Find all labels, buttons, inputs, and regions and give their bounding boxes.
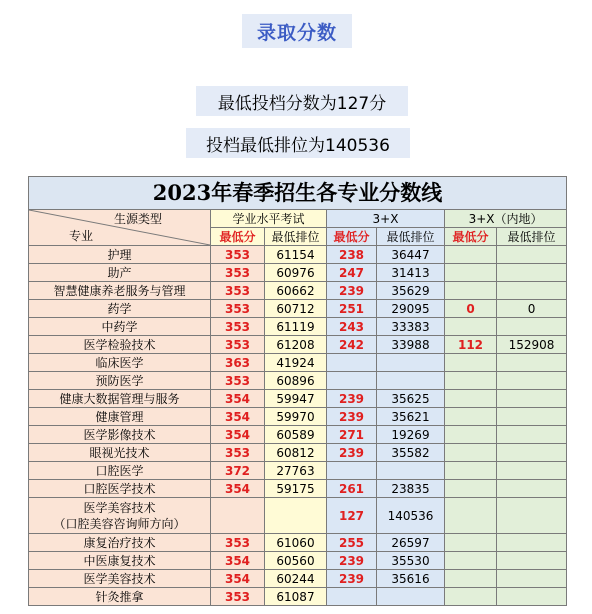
b-rank-cell bbox=[377, 588, 445, 606]
major-name: 临床医学 bbox=[29, 354, 211, 372]
major-name: 药学 bbox=[29, 300, 211, 318]
a-score-cell: 354 bbox=[211, 480, 265, 498]
b-score-cell: 271 bbox=[327, 426, 377, 444]
a-score-cell: 353 bbox=[211, 372, 265, 390]
section-badge: 录取分数 bbox=[242, 14, 352, 48]
c-score-cell bbox=[445, 282, 497, 300]
a-score-cell: 353 bbox=[211, 444, 265, 462]
major-name: 康复治疗技术 bbox=[29, 534, 211, 552]
corner-header bbox=[29, 210, 211, 246]
c-score-cell bbox=[445, 354, 497, 372]
major-name: 健康大数据管理与服务 bbox=[29, 390, 211, 408]
a-rank-cell: 60976 bbox=[265, 264, 327, 282]
a-rank-cell: 60712 bbox=[265, 300, 327, 318]
b-rank-cell: 35629 bbox=[377, 282, 445, 300]
a-rank-cell: 60244 bbox=[265, 570, 327, 588]
a-score-cell: 354 bbox=[211, 408, 265, 426]
c-rank-cell bbox=[497, 264, 567, 282]
c-score-cell bbox=[445, 462, 497, 480]
major-name: 医学美容技术 bbox=[29, 570, 211, 588]
a-score-cell: 353 bbox=[211, 246, 265, 264]
a-score-cell: 353 bbox=[211, 588, 265, 606]
c-score-cell bbox=[445, 480, 497, 498]
b-score-cell bbox=[327, 372, 377, 390]
sub-header: 最低分 bbox=[327, 228, 377, 246]
b-rank-cell: 19269 bbox=[377, 426, 445, 444]
c-score-cell bbox=[445, 534, 497, 552]
a-score-cell: 353 bbox=[211, 264, 265, 282]
b-rank-cell bbox=[377, 462, 445, 480]
c-rank-cell bbox=[497, 570, 567, 588]
a-score-cell: 353 bbox=[211, 534, 265, 552]
b-score-cell bbox=[327, 354, 377, 372]
b-score-cell: 239 bbox=[327, 552, 377, 570]
table-row bbox=[29, 534, 567, 552]
table-row bbox=[29, 300, 567, 318]
c-score-cell bbox=[445, 552, 497, 570]
b-score-cell: 239 bbox=[327, 570, 377, 588]
table-row bbox=[29, 408, 567, 426]
a-rank-cell: 59175 bbox=[265, 480, 327, 498]
table-title: 2023年春季招生各专业分数线 bbox=[29, 177, 567, 210]
c-score-cell bbox=[445, 426, 497, 444]
table-row bbox=[29, 570, 567, 588]
c-rank-cell bbox=[497, 246, 567, 264]
c-rank-cell bbox=[497, 408, 567, 426]
a-rank-cell: 59970 bbox=[265, 408, 327, 426]
c-rank-cell bbox=[497, 534, 567, 552]
table-row bbox=[29, 372, 567, 390]
a-rank-cell: 61208 bbox=[265, 336, 327, 354]
major-name: 预防医学 bbox=[29, 372, 211, 390]
table-row bbox=[29, 498, 567, 534]
min-rank-line: 投档最低排位为140536 bbox=[186, 128, 410, 158]
c-score-cell bbox=[445, 246, 497, 264]
c-score-cell bbox=[445, 390, 497, 408]
b-score-cell: 255 bbox=[327, 534, 377, 552]
a-score-cell: 372 bbox=[211, 462, 265, 480]
b-rank-cell: 35530 bbox=[377, 552, 445, 570]
c-rank-cell bbox=[497, 282, 567, 300]
c-rank-cell bbox=[497, 426, 567, 444]
b-score-cell: 239 bbox=[327, 408, 377, 426]
b-rank-cell bbox=[377, 372, 445, 390]
sub-header: 最低分 bbox=[445, 228, 497, 246]
b-rank-cell: 33988 bbox=[377, 336, 445, 354]
group-header-a: 学业水平考试 bbox=[211, 210, 327, 228]
b-score-cell: 242 bbox=[327, 336, 377, 354]
sub-header: 最低排位 bbox=[497, 228, 567, 246]
b-score-cell: 238 bbox=[327, 246, 377, 264]
a-score-cell: 353 bbox=[211, 318, 265, 336]
table-row bbox=[29, 246, 567, 264]
group-header-b: 3+X bbox=[327, 210, 445, 228]
major-name: 眼视光技术 bbox=[29, 444, 211, 462]
table-row bbox=[29, 336, 567, 354]
b-score-cell: 243 bbox=[327, 318, 377, 336]
c-rank-cell bbox=[497, 498, 567, 534]
b-score-cell: 127 bbox=[327, 498, 377, 534]
c-rank-cell bbox=[497, 480, 567, 498]
b-rank-cell: 140536 bbox=[377, 498, 445, 534]
a-rank-cell: 60560 bbox=[265, 552, 327, 570]
c-score-cell: 112 bbox=[445, 336, 497, 354]
a-score-cell bbox=[211, 498, 265, 534]
corner-bottom-label: 专业 bbox=[69, 229, 94, 243]
major-name: 中医康复技术 bbox=[29, 552, 211, 570]
a-score-cell: 354 bbox=[211, 426, 265, 444]
sub-header: 最低分 bbox=[211, 228, 265, 246]
a-rank-cell: 59947 bbox=[265, 390, 327, 408]
b-rank-cell: 35616 bbox=[377, 570, 445, 588]
c-score-cell bbox=[445, 372, 497, 390]
b-score-cell: 239 bbox=[327, 444, 377, 462]
min-score-line: 最低投档分数为127分 bbox=[196, 86, 408, 116]
c-rank-cell: 0 bbox=[497, 300, 567, 318]
c-rank-cell bbox=[497, 444, 567, 462]
a-score-cell: 354 bbox=[211, 552, 265, 570]
b-rank-cell bbox=[377, 354, 445, 372]
c-score-cell bbox=[445, 588, 497, 606]
major-name: 针灸推拿 bbox=[29, 588, 211, 606]
b-score-cell: 261 bbox=[327, 480, 377, 498]
b-rank-cell: 35621 bbox=[377, 408, 445, 426]
a-rank-cell: 61087 bbox=[265, 588, 327, 606]
a-score-cell: 363 bbox=[211, 354, 265, 372]
b-rank-cell: 26597 bbox=[377, 534, 445, 552]
c-rank-cell: 152908 bbox=[497, 336, 567, 354]
c-score-cell bbox=[445, 318, 497, 336]
table-row bbox=[29, 318, 567, 336]
major-name: 口腔医学技术 bbox=[29, 480, 211, 498]
c-rank-cell bbox=[497, 354, 567, 372]
b-rank-cell: 35582 bbox=[377, 444, 445, 462]
b-score-cell bbox=[327, 588, 377, 606]
a-rank-cell: 61119 bbox=[265, 318, 327, 336]
major-name: 智慧健康养老服务与管理 bbox=[29, 282, 211, 300]
major-name: 健康管理 bbox=[29, 408, 211, 426]
table-row bbox=[29, 426, 567, 444]
major-name: 医学影像技术 bbox=[29, 426, 211, 444]
sub-header: 最低排位 bbox=[265, 228, 327, 246]
major-name: 中药学 bbox=[29, 318, 211, 336]
table-row bbox=[29, 444, 567, 462]
table-row bbox=[29, 264, 567, 282]
a-score-cell: 354 bbox=[211, 390, 265, 408]
b-rank-cell: 36447 bbox=[377, 246, 445, 264]
a-rank-cell: 60812 bbox=[265, 444, 327, 462]
table-row bbox=[29, 588, 567, 606]
a-rank-cell: 60662 bbox=[265, 282, 327, 300]
b-score-cell: 239 bbox=[327, 390, 377, 408]
c-rank-cell bbox=[497, 318, 567, 336]
major-name: 医学美容技术 （口腔美容咨询师方向） bbox=[29, 498, 211, 534]
a-rank-cell: 61154 bbox=[265, 246, 327, 264]
b-score-cell: 251 bbox=[327, 300, 377, 318]
score-table bbox=[28, 176, 567, 606]
c-score-cell: 0 bbox=[445, 300, 497, 318]
a-score-cell: 353 bbox=[211, 336, 265, 354]
b-rank-cell: 35625 bbox=[377, 390, 445, 408]
major-name: 助产 bbox=[29, 264, 211, 282]
a-rank-cell: 61060 bbox=[265, 534, 327, 552]
a-rank-cell: 60896 bbox=[265, 372, 327, 390]
c-score-cell bbox=[445, 444, 497, 462]
group-header-row bbox=[29, 210, 567, 228]
b-rank-cell: 29095 bbox=[377, 300, 445, 318]
corner-top-label: 生源类型 bbox=[113, 212, 162, 226]
table-row bbox=[29, 354, 567, 372]
table-row bbox=[29, 552, 567, 570]
sub-header: 最低排位 bbox=[377, 228, 445, 246]
table-row bbox=[29, 282, 567, 300]
group-header-c: 3+X（内地） bbox=[445, 210, 567, 228]
a-score-cell: 354 bbox=[211, 570, 265, 588]
a-rank-cell bbox=[265, 498, 327, 534]
b-score-cell bbox=[327, 462, 377, 480]
c-score-cell bbox=[445, 264, 497, 282]
b-rank-cell: 33383 bbox=[377, 318, 445, 336]
table-row bbox=[29, 480, 567, 498]
c-rank-cell bbox=[497, 588, 567, 606]
b-score-cell: 239 bbox=[327, 282, 377, 300]
b-rank-cell: 31413 bbox=[377, 264, 445, 282]
c-score-cell bbox=[445, 408, 497, 426]
c-rank-cell bbox=[497, 462, 567, 480]
b-rank-cell: 23835 bbox=[377, 480, 445, 498]
a-score-cell: 353 bbox=[211, 282, 265, 300]
c-score-cell bbox=[445, 570, 497, 588]
major-name: 护理 bbox=[29, 246, 211, 264]
table-row bbox=[29, 462, 567, 480]
table-row bbox=[29, 390, 567, 408]
c-rank-cell bbox=[497, 372, 567, 390]
major-name: 口腔医学 bbox=[29, 462, 211, 480]
a-rank-cell: 27763 bbox=[265, 462, 327, 480]
a-score-cell: 353 bbox=[211, 300, 265, 318]
c-score-cell bbox=[445, 498, 497, 534]
a-rank-cell: 41924 bbox=[265, 354, 327, 372]
b-score-cell: 247 bbox=[327, 264, 377, 282]
major-name: 医学检验技术 bbox=[29, 336, 211, 354]
a-rank-cell: 60589 bbox=[265, 426, 327, 444]
title-row bbox=[29, 177, 567, 210]
c-rank-cell bbox=[497, 390, 567, 408]
c-rank-cell bbox=[497, 552, 567, 570]
